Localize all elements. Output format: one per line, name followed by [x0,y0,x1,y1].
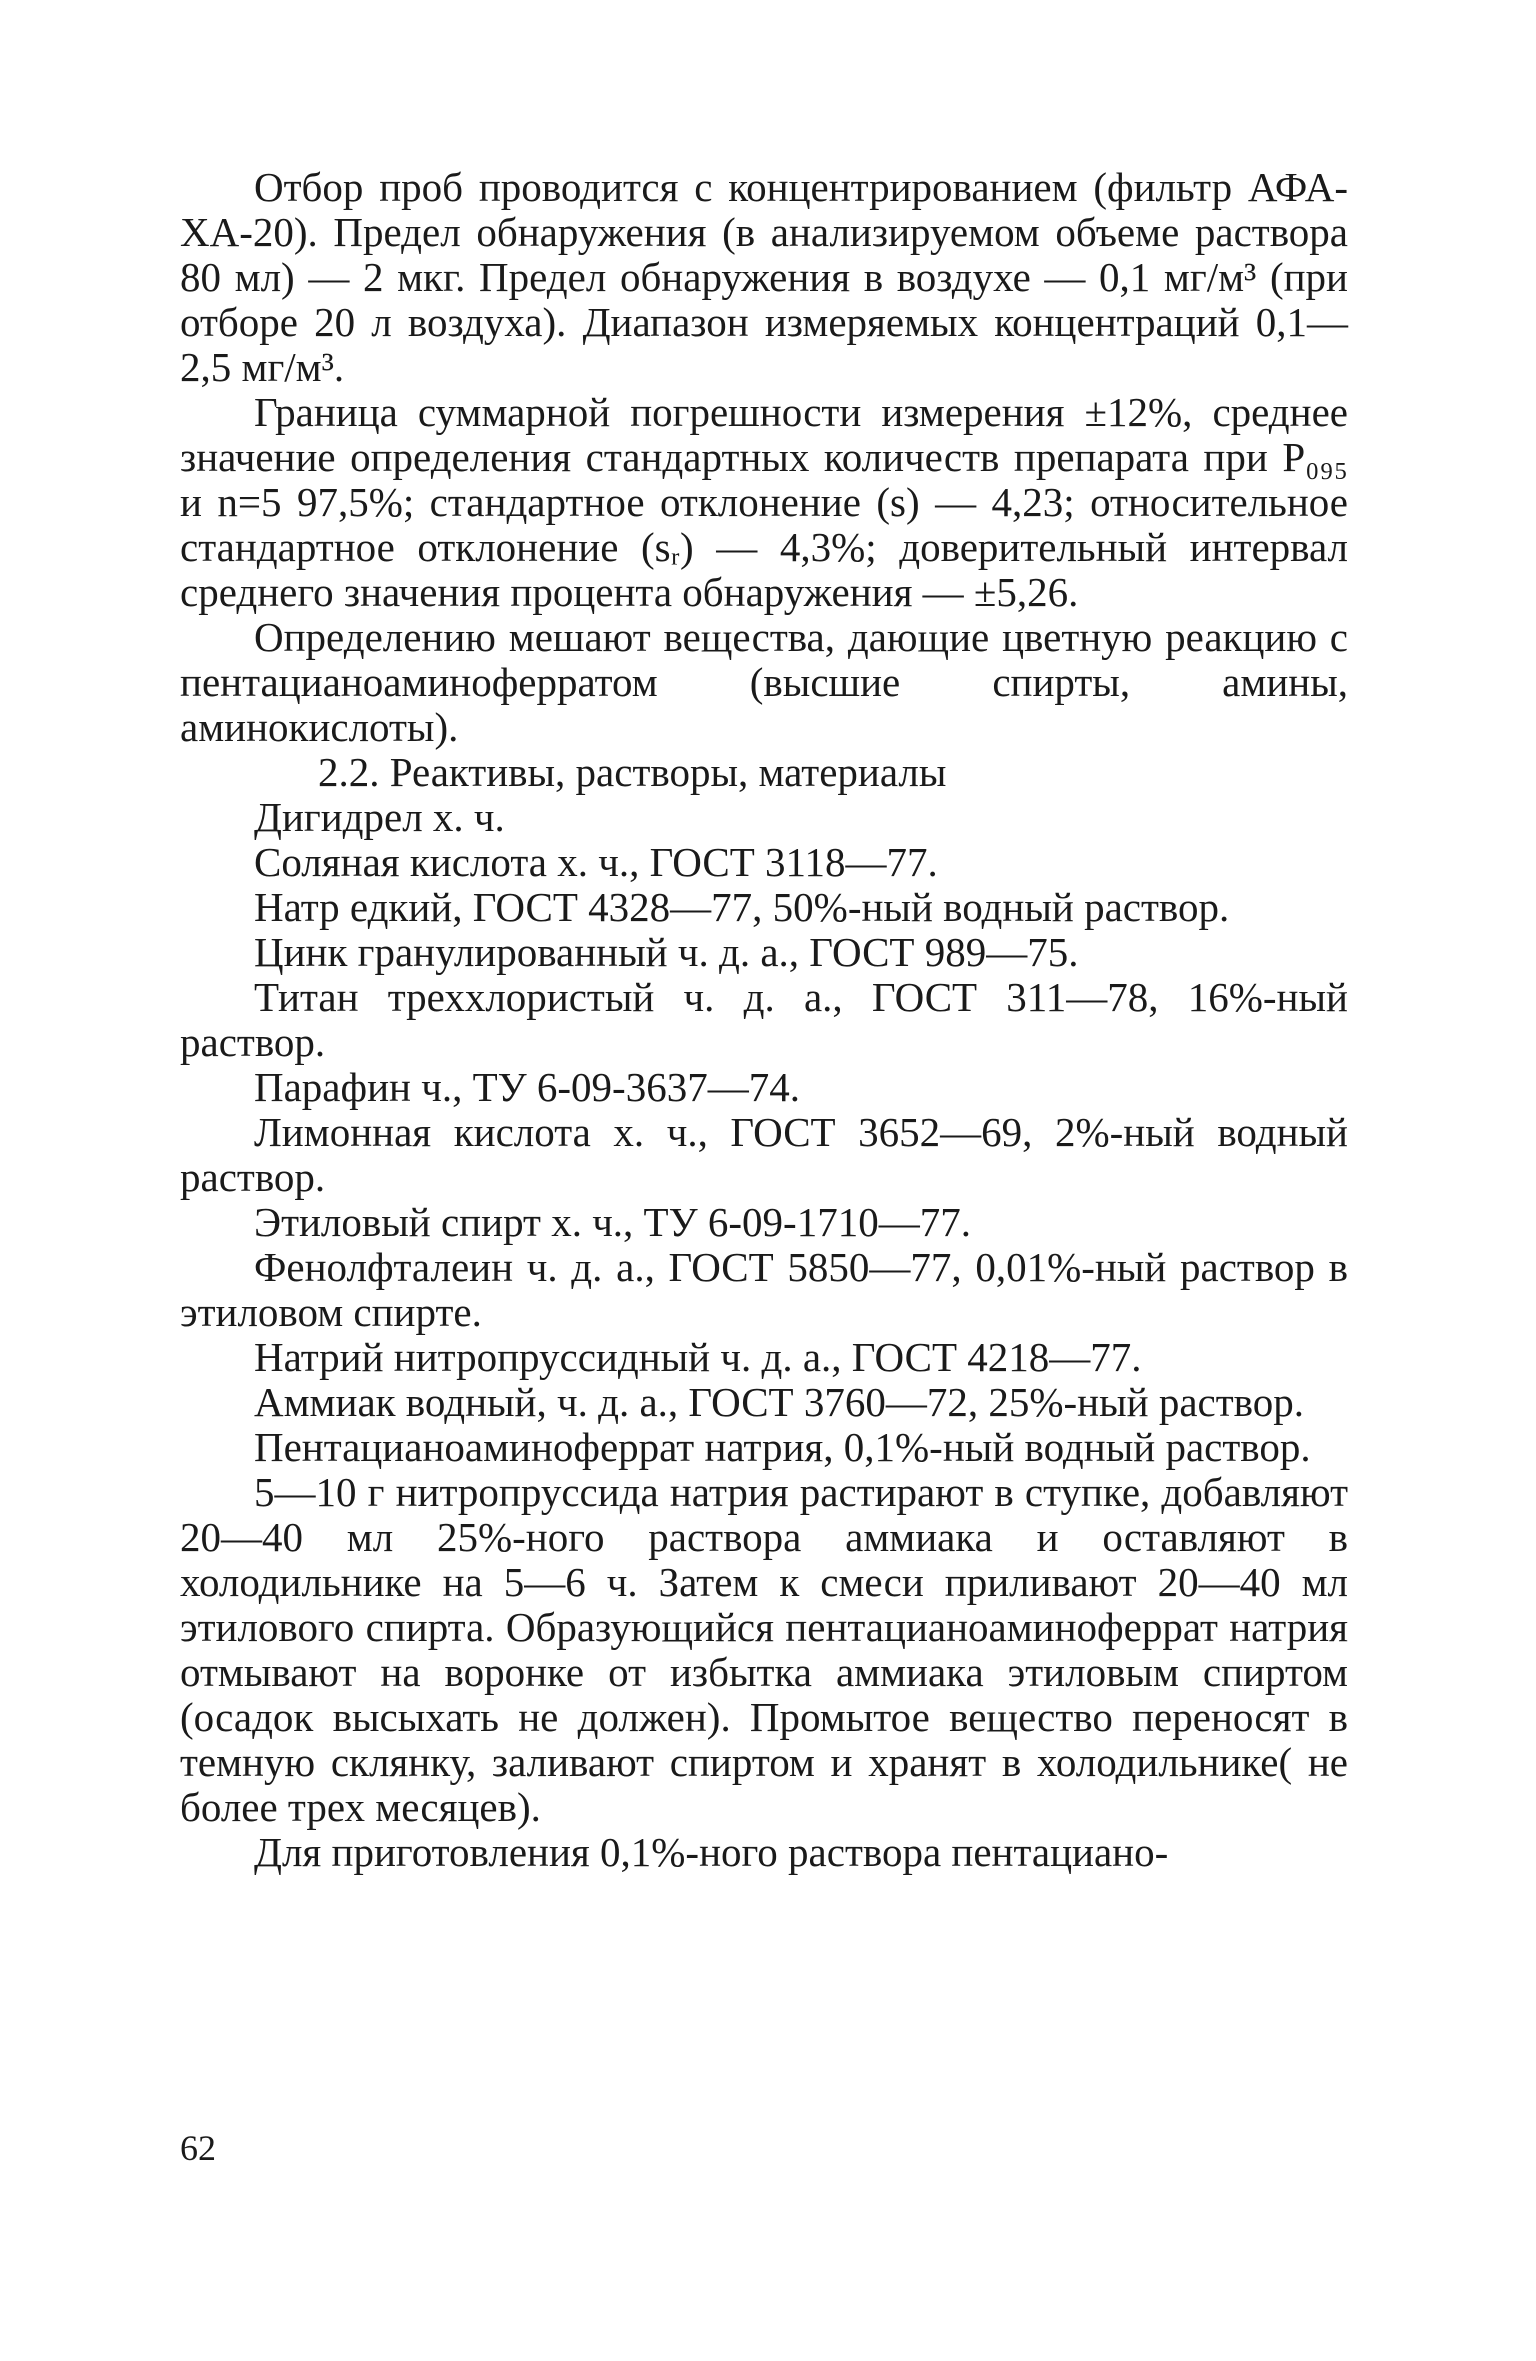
reagent-item: Дигидрел х. ч. [254,794,505,840]
section-heading: 2.2. Реактивы, растворы, материалы [318,749,947,795]
page-number: 62 [180,2128,216,2168]
reagent-item: Фенолфталеин ч. д. а., ГОСТ 5850—77, 0,01%-ный раствор в этиловом спирте. [180,1244,1348,1335]
reagent-item: Натрий нитропруссидный ч. д. а., ГОСТ 4218—77. [254,1334,1142,1380]
reagent-item: Титан треххлористый ч. д. а., ГОСТ 311—78, 16%-ный раствор. [180,974,1348,1065]
reagent-item: Пентацианоаминоферрат натрия, 0,1%-ный водный раствор. [254,1424,1311,1470]
reagent-item: Парафин ч., ТУ 6-09-3637—74. [254,1064,800,1110]
preparation-paragraph: 5—10 г нитропруссида натрия растирают в ступке, добавляют 20—40 мл 25%-ного раствора аммиака и оставляют в холодильнике на 5—6 ч. Затем к смеси приливают 20—40 мл этилового спирта. Образующийся пентацианоаминоферрат натрия отмывают на воронке от избытка аммиака этиловым спиртом (осадок высыхать не должен). Промытое вещество переносят в темную склянку, заливают спиртом и хранят в холодильнике( не более трех месяцев). [180,1469,1348,1830]
page-body [180,165,1348,1875]
paragraph-sampling: Отбор проб проводится с концентрированием (фильтр АФА-ХА-20). Предел обнаружения (в анализируемом объеме раствора 80 мл) — 2 мкг. Предел обнаружения в воздухе — 0,1 мг/м³ (при отборе 20 л воздуха). Диапазон измеряемых концентраций 0,1—2,5 мг/м³. [180,164,1348,390]
reagent-item: Этиловый спирт х. ч., ТУ 6-09-1710—77. [254,1199,971,1245]
reagent-item: Соляная кислота х. ч., ГОСТ 3118—77. [254,839,938,885]
reagent-item: Лимонная кислота х. ч., ГОСТ 3652—69, 2%-ный водный раствор. [180,1109,1348,1200]
continuation-paragraph: Для приготовления 0,1%-ного раствора пентациано- [254,1829,1169,1875]
reagent-item: Аммиак водный, ч. д. а., ГОСТ 3760—72, 25%-ный раствор. [254,1379,1304,1425]
paragraph-error-bounds: Граница суммарной погрешности измерения ±12%, среднее значение определения стандартных количеств препарата при P₀₉₅ и n=5 97,5%; стандартное отклонение (s) — 4,23; относительное стандартное отклонение (sᵣ) — 4,3%; доверительный интервал среднего значения процента обнаружения — ±5,26. [180,389,1348,615]
paragraph-interference: Определению мешают вещества, дающие цветную реакцию с пентацианоаминоферратом (высшие спирты, амины, аминокислоты). [180,614,1348,750]
reagent-item: Цинк гранулированный ч. д. а., ГОСТ 989—75. [254,929,1079,975]
reagent-item: Натр едкий, ГОСТ 4328—77, 50%-ный водный раствор. [254,884,1230,930]
